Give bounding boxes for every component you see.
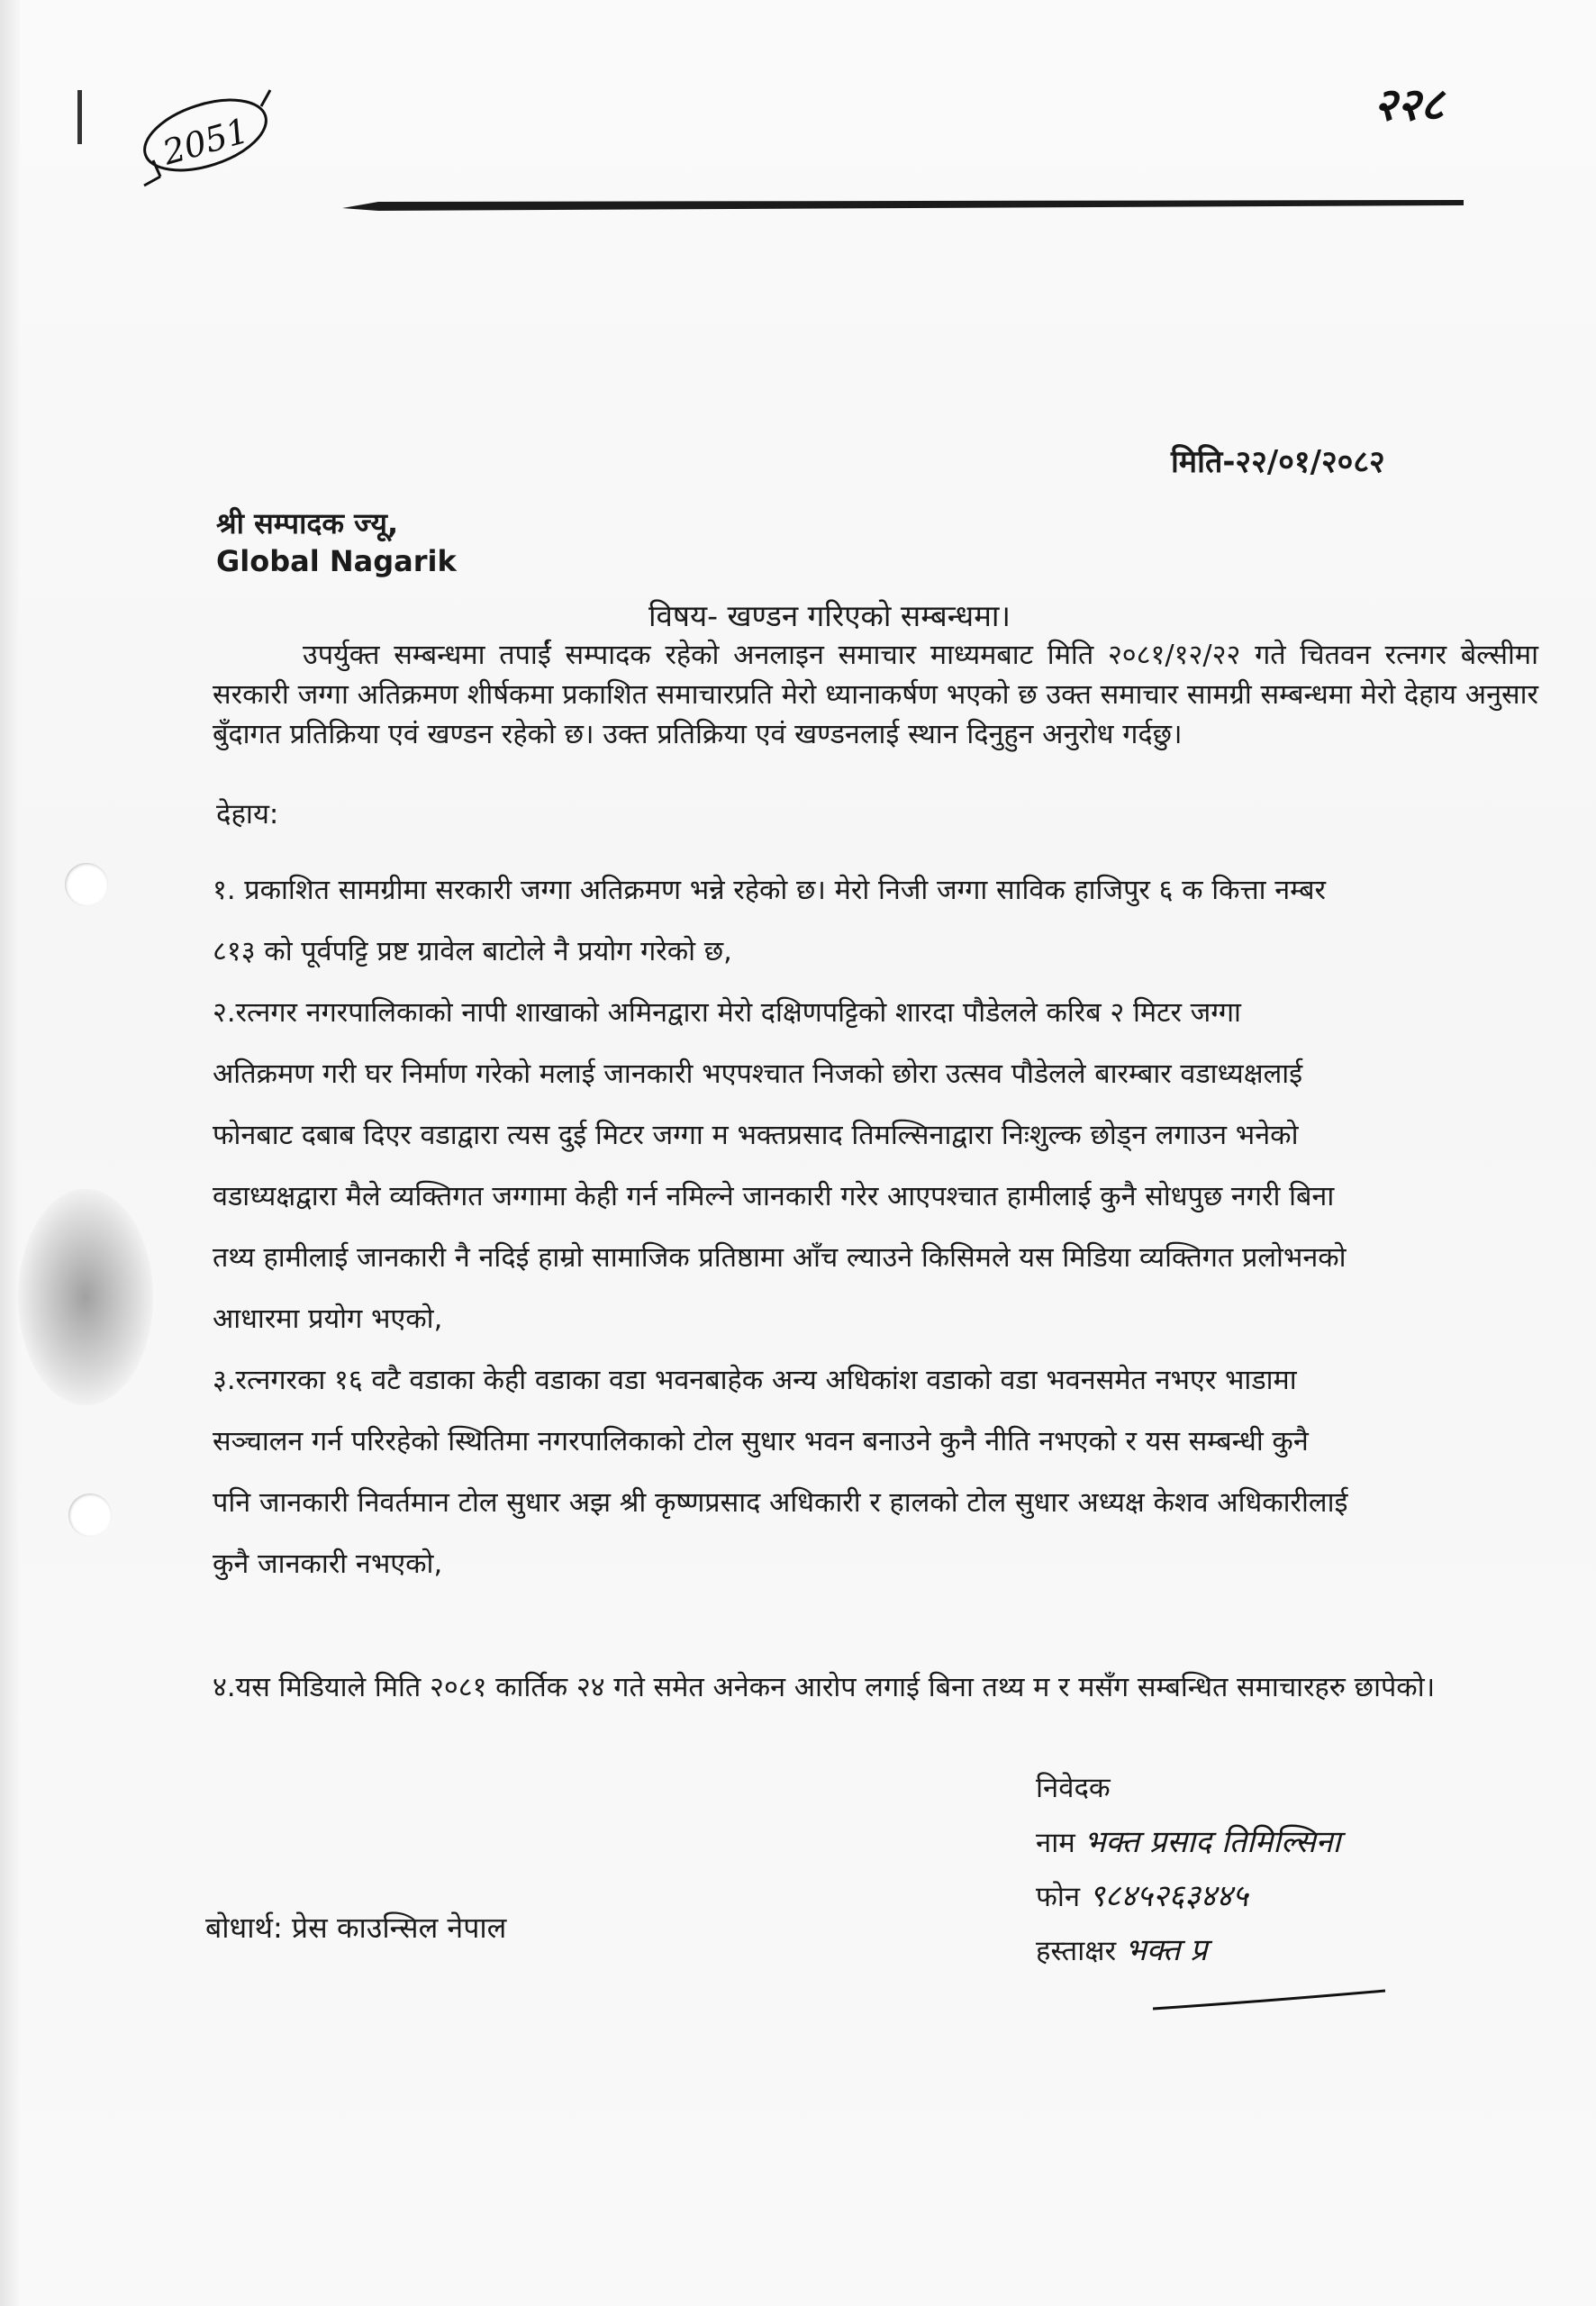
page-edge-shadow	[0, 0, 20, 2306]
letter-date: मिति-२२/०१/२०८२	[1171, 444, 1385, 480]
point-line: फोनबाट दबाब दिएर वडाद्वारा त्यस दुई मिटर जग्गा म भक्तप्रसाद तिमल्सिनाद्वारा निःशुल्क छोड्न लगाउन भनेको	[213, 1120, 1299, 1151]
handwritten-stamp	[126, 70, 288, 196]
points-list	[213, 860, 1596, 1595]
point-line: वडाध्यक्षद्वारा मैले व्यक्तिगत जग्गामा केही गर्न नमिल्ने जानकारी गरेर आएपश्चात हामीलाई कुनै सोधपुछ नगरी बिना	[213, 1181, 1335, 1212]
page-number: २२८	[1374, 77, 1444, 131]
handwritten-phone: ९८४५२६३४४५	[1089, 1878, 1248, 1914]
subject-line: विषय- खण्डन गरिएको सम्बन्धमा।	[648, 598, 1011, 633]
point-line: १. प्रकाशित सामग्रीमा सरकारी जग्गा अतिक्रमण भन्ने रहेको छ। मेरो निजी जग्गा साविक हाजिपुर ६ क कित्ता नम्बर	[213, 875, 1326, 906]
point-line: २.रत्नगर नगरपालिकाको नापी शाखाको अमिनद्वारा मेरो दक्षिणपट्टिको शारदा पौडेलले करिब २ मिटर जग्गा	[213, 997, 1241, 1029]
edge-mark	[77, 90, 82, 144]
scan-smudge	[18, 1189, 153, 1405]
header-rule	[342, 200, 1464, 216]
applicant-name-row	[1036, 1815, 1340, 1869]
handwritten-signature: भक्त प्र	[1124, 1932, 1208, 1968]
intro-paragraph	[213, 636, 1538, 755]
cc-line: बोधार्थ: प्रेस काउन्सिल नेपाल	[205, 1911, 507, 1945]
point-four: ४.यस मिडियाले मिति २०८१ कार्तिक २४ गते समेत अनेकन आरोप लगाई बिना तथ्य म र मसँग सम्बन्धित समाचारहरु छापेको।	[213, 1672, 1436, 1703]
point-line: अतिक्रमण गरी घर निर्माण गरेको मलाई जानकारी भएपश्चात निजको छोरा उत्सव पौडेलले बारम्बार वडाध्यक्षलाई	[213, 1058, 1303, 1090]
point-line: आधारमा प्रयोग भएको,	[213, 1303, 443, 1335]
recipient-block	[216, 504, 457, 580]
point-line: ३.रत्नगरका १६ वटै वडाका केही वडाका वडा भवनबाहेक अन्य अधिकांश वडाको वडा भवनसमेत नभएर भाडामा	[213, 1365, 1297, 1396]
intro-text: उपर्युक्त सम्बन्धमा तपाईं सम्पादक रहेको अनलाइन समाचार माध्यमबाट मिति २०८१/१२/२२ गते चितवन रत्नगर बेल्सीमा सरकारी जग्गा अतिक्रमण शीर्षकमा प्रकाशित समाचारप्रति मेरो ध्यानाकर्षण भएको छ उक्त समाचार सामग्री सम्बन्धमा मेरो देहाय अनुसार बुँदागत प्रतिक्रिया एवं खण्डन रहेको छ। उक्त प्रतिक्रिया एवं खण्डनलाई स्थान दिनुहुन अनुरोध गर्दछु।	[213, 640, 1538, 750]
punch-hole	[68, 1493, 112, 1537]
point-line: सञ्चालन गर्न परिरहेको स्थितिमा नगरपालिकाको टोल सुधार भवन बनाउने कुनै नीति नभएको र यस सम्बन्धी कुनै	[213, 1426, 1309, 1457]
point-line: कुनै जानकारी नभएको,	[213, 1548, 443, 1580]
recipient-title: श्री सम्पादक ज्यू,	[216, 506, 399, 540]
handwritten-name: भक्त प्रसाद तिमिल्सिना	[1084, 1824, 1341, 1860]
signature-underline	[1153, 1989, 1387, 2016]
point-line: तथ्य हामीलाई जानकारी नै नदिई हाम्रो सामाजिक प्रतिष्ठामा आँच ल्याउने किसिमले यस मिडिया व्यक्तिगत प्रलोभनको	[213, 1242, 1347, 1274]
punch-hole	[65, 863, 108, 906]
name-label: नाम	[1036, 1827, 1075, 1859]
signature-label: हस्ताक्षर	[1036, 1935, 1117, 1967]
point-line: पनि जानकारी निवर्तमान टोल सुधार अझ श्री कृष्णप्रसाद अधिकारी र हालको टोल सुधार अध्यक्ष केशव अधिकारीलाई	[213, 1487, 1348, 1519]
applicant-signature-row	[1036, 1923, 1340, 1977]
applicant-heading: निवेदक	[1036, 1772, 1111, 1804]
dehay-label: देहाय:	[216, 798, 279, 831]
phone-label: फोन	[1036, 1881, 1081, 1913]
recipient-organization: Global Nagarik	[216, 544, 457, 578]
applicant-block	[1036, 1761, 1340, 1977]
point-line: ८१३ को पूर्वपट्टि प्रष्ट ग्रावेल बाटोले नै प्रयोग गरेको छ,	[213, 936, 732, 967]
svg-text:2051: 2051	[158, 110, 253, 173]
applicant-phone-row	[1036, 1869, 1340, 1923]
